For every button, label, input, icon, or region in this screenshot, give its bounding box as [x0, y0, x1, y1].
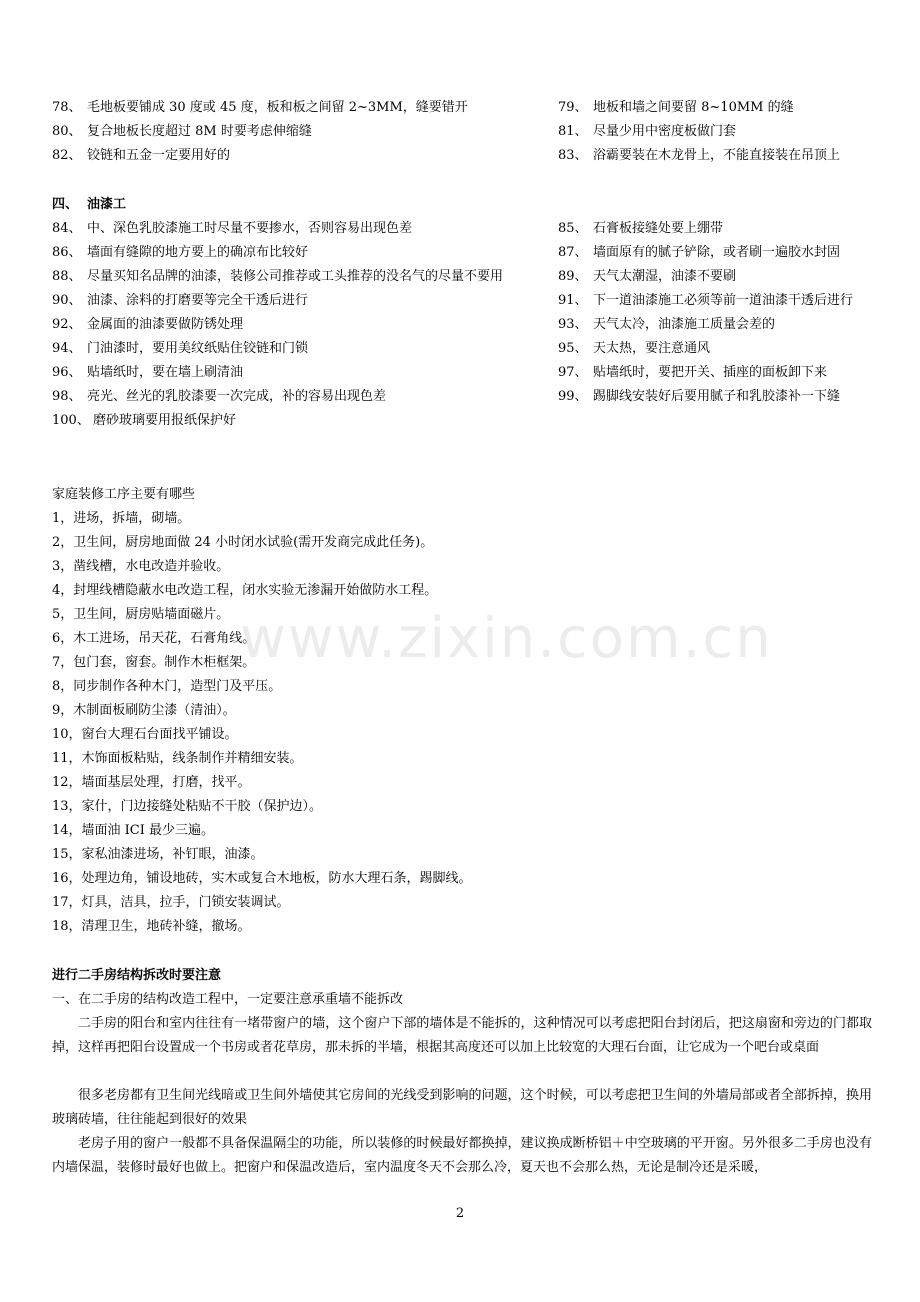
process-title: 家庭装修工序主要有哪些 — [52, 487, 196, 502]
process-step: 12，墙面基层处理，打磨，找平。 — [52, 775, 251, 790]
item-text: 磨砂玻璃要用报纸保护好 — [93, 413, 237, 428]
process-step: 10，窗台大理石台面找平铺设。 — [52, 727, 238, 742]
item-number: 87、 — [558, 245, 588, 260]
item-text: 毛地板要铺成 30 度或 45 度，板和板之间留 2~3MM，缝要错开 — [87, 100, 468, 115]
process-step: 7，包门套，窗套。制作木柜框架。 — [52, 655, 256, 670]
item-text: 金属面的油漆要做防锈处理 — [87, 317, 244, 332]
item-number: 94、 — [52, 341, 82, 356]
process-step: 9，木制面板刷防尘漆（清油）。 — [52, 703, 236, 718]
list-row — [0, 267, 920, 287]
item-number: 95、 — [558, 341, 588, 356]
item-number: 100、 — [52, 413, 90, 428]
list-row — [0, 315, 920, 335]
item-text: 浴霸要装在木龙骨上，不能直接装在吊顶上 — [593, 148, 841, 163]
process-step: 16，处理边角，铺设地砖，实木或复合木地板，防水大理石条，踢脚线。 — [52, 871, 472, 886]
item-number: 79、 — [558, 100, 588, 115]
process-step: 18，清理卫生，地砖补缝，撤场。 — [52, 919, 251, 934]
list-row — [0, 363, 920, 383]
item-text: 天气太冷，油漆施工质量会差的 — [593, 317, 776, 332]
item-text: 天太热，要注意通风 — [593, 341, 711, 356]
process-step: 4，封埋线槽隐蔽水电改造工程，闭水实验无渗漏开始做防水工程。 — [52, 583, 438, 598]
list-row — [0, 219, 920, 239]
reno-paragraph: 二手房的阳台和室内往往有一堵带窗户的墙，这个窗户下部的墙体是不能拆的，这种情况可以考虑把阳台封闭后，把这扇窗和旁边的门都取掉，这样再把阳台设置成一个书房或者花草房，那未拆的半墙，根据其高度还可以加上比较宽的大理石台面，让它成为一个吧台或桌面 — [52, 1016, 872, 1055]
item-text: 亮光、丝光的乳胶漆要一次完成，补的容易出现色差 — [87, 389, 387, 404]
item-text: 贴墙纸时，要在墙上刷清油 — [87, 365, 244, 380]
item-number: 86、 — [52, 245, 82, 260]
item-text: 尽量少用中密度板做门套 — [593, 124, 737, 139]
item-text: 门油漆时，要用美纹纸贴住铰链和门锁 — [87, 341, 309, 356]
item-number: 81、 — [558, 124, 588, 139]
item-text: 墙面有缝隙的地方要上的确凉布比较好 — [87, 245, 309, 260]
item-number: 82、 — [52, 148, 82, 163]
list-row — [0, 339, 920, 359]
item-number: 89、 — [558, 269, 588, 284]
process-step: 3，凿线槽，水电改造并验收。 — [52, 559, 230, 574]
page-number: 2 — [455, 1206, 465, 1221]
watermark: www.zixin.com.cn — [240, 606, 773, 671]
process-step: 13，家什，门边接缝处粘贴不干胶（保护边）。 — [52, 799, 323, 814]
reno-paragraph: 老房子用的窗户一般都不具备保温隔尘的功能，所以装修的时候最好都换掉，建议换成断桥铝＋中空玻璃的平开窗。另外很多二手房也没有内墙保温，装修时最好也做上。把窗户和保温改造后，室内温度冬天不会那么冷，夏天也不会那么热，无论是制冷还是采暖， — [52, 1136, 872, 1175]
item-number: 97、 — [558, 365, 588, 380]
item-text: 尽量买知名品牌的油漆，装修公司推荐或工头推荐的没名气的尽量不要用 — [87, 269, 504, 284]
item-text: 石膏板接缝处要上绷带 — [593, 221, 724, 236]
list-row — [0, 243, 920, 263]
list-row — [0, 98, 920, 118]
process-step: 5，卫生间，厨房贴墙面磁片。 — [52, 607, 230, 622]
item-text: 天气太潮湿，油漆不要刷 — [593, 269, 737, 284]
list-row — [0, 146, 920, 166]
item-text: 铰链和五金一定要用好的 — [87, 148, 231, 163]
item-text: 墙面原有的腻子铲除，或者刷一遍胶水封固 — [593, 245, 841, 260]
process-step: 11，木饰面板粘贴，线条制作并精细安装。 — [52, 751, 303, 766]
section-number: 四、 — [52, 197, 79, 212]
item-number: 88、 — [52, 269, 82, 284]
item-number: 98、 — [52, 389, 82, 404]
process-step: 1，进场，拆墙，砌墙。 — [52, 511, 191, 526]
process-step: 2，卫生间，厨房地面做 24 小时闭水试验(需开发商完成此任务)。 — [52, 535, 434, 550]
section-heading — [0, 195, 920, 215]
process-step: 8，同步制作各种木门，造型门及平压。 — [52, 679, 282, 694]
item-text: 贴墙纸时，要把开关、插座的面板卸下来 — [593, 365, 828, 380]
process-step: 17，灯具，洁具，拉手，门锁安装调试。 — [52, 895, 290, 910]
list-row — [0, 411, 920, 431]
item-number: 92、 — [52, 317, 82, 332]
process-step: 15，家私油漆进场，补钉眼，油漆。 — [52, 847, 264, 862]
item-text: 踢脚线安装好后要用腻子和乳胶漆补一下缝 — [593, 389, 841, 404]
item-text: 油漆、涂料的打磨要等完全干透后进行 — [87, 293, 309, 308]
item-text: 复合地板长度超过 8M 时要考虑伸缩缝 — [87, 124, 312, 139]
item-number: 91、 — [558, 293, 588, 308]
item-text: 地板和墙之间要留 8~10MM 的缝 — [593, 100, 794, 115]
reno-point: 一、在二手房的结构改造工程中，一定要注意承重墙不能拆改 — [52, 992, 404, 1007]
process-step: 6，木工进场，吊天花，石膏角线。 — [52, 631, 256, 646]
item-number: 83、 — [558, 148, 588, 163]
list-row — [0, 291, 920, 311]
item-text: 下一道油漆施工必须等前一道油漆干透后进行 — [593, 293, 854, 308]
process-step: 14，墙面油 ICI 最少三遍。 — [52, 823, 215, 838]
section-heading: 进行二手房结构拆改时要注意 — [52, 968, 222, 983]
item-number: 96、 — [52, 365, 82, 380]
item-number: 99、 — [558, 389, 588, 404]
item-number: 78、 — [52, 100, 82, 115]
item-number: 80、 — [52, 124, 82, 139]
item-number: 93、 — [558, 317, 588, 332]
item-number: 84、 — [52, 221, 82, 236]
item-number: 85、 — [558, 221, 588, 236]
reno-paragraph: 很多老房都有卫生间光线暗或卫生间外墙使其它房间的光线受到影响的问题，这个时候，可以考虑把卫生间的外墙局部或者全部拆掉，换用玻璃砖墙，往往能起到很好的效果 — [52, 1088, 872, 1127]
list-row — [0, 387, 920, 407]
item-number: 90、 — [52, 293, 82, 308]
list-row — [0, 122, 920, 142]
section-title: 油漆工 — [87, 197, 127, 212]
item-text: 中、深色乳胶漆施工时尽量不要掺水，否则容易出现色差 — [87, 221, 413, 236]
